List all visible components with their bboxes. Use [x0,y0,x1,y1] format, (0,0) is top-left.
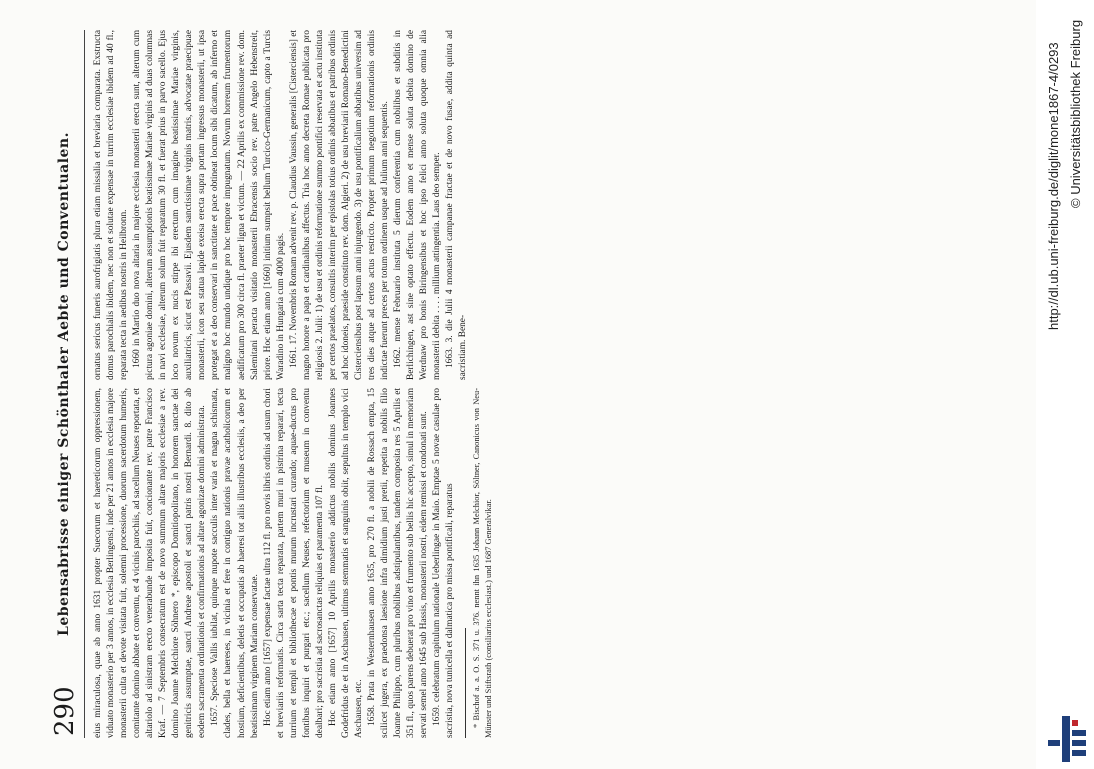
footnote-text: * Bischof a. a. O. S. 371 u. 376. nennt ihn 1635 Johann Melchior, Söltner, Canonicus von Neu-Münster und Stiftsrath (consiliarius ecclesiast.) und 1687 Generalvikar. [472,388,493,738]
page-number: 290 [50,686,80,736]
running-title: Lebensabrisse einiger Schönthaler Aebte und Conventualen. [56,132,72,637]
ub-freiburg-logo-icon [1048,716,1088,762]
footnote [471,388,494,738]
left-column [92,388,494,738]
paragraph: Hoc etiam anno [1657] expensae factae ultra 112 fl. pro novis libris ordinis ad usum chori et breviariis reformatis. Circa sarta tecta reparata, partem muri in pistrina reparari, tecta turrium et templi et bibliothecae et pontis murum incrustari curando; aquae-ductus pro fontibus inquiri et purgari etc.; sacellum Neuses, refectorium et museum in conventu dealbari; pro sacristia ad sacrosanctas reliquias et paramenta 107 fl. [262,388,325,738]
paragraph: 1660 in Martio duo nova altaria in majore ecclesia monasterii erecta sunt, alterum cum pictura agoniae domini, alterum assumptionis beatissimae Mariae virginis ad duas columnas in navi ecclesiae, alterum solum fuit reparatum 30 fl. et fuerat prius in parvo sacello. Ejus loco novum ex nucis stirpe ibi erectum cum imagine beatissimae Mariae virginis, auxiliatricis, sicut est Passavii. Ejusdem sanctissimae virginis matris, advocatae praecipuae monasterii, icon seu statua lapide exeisa erecta supra portam ingressus monasterii, ut ipsa protegat et a deo conservari in sanctitate et pace obtineat locum sibi dicatum, ab inferno et maligno hoc mundo undique pro hoc tempore impugnatum. Novum horreum frumentorum aedificatum pro 300 circa fl. praeter ligna et victum. — 22 Aprilis ex commissione rev. dom. Salemitani peracta visitatio monasterii Ebracensis socio rev. patre Angelo Hebenstreit, priore. Hoc etiam anno [1660] initium sumpsit bellum Turcico-Germanicum, capto a Turcis Waradino in Hungaria cum 4000 pagis. [132,30,286,380]
paragraph: eius miraculosa, quae ab anno 1631 propter Suecorum et haereticorum oppressionem, viduato monasterio per 3 annos, in ecclesia Berlingensi, inde per 21 annos in ecclesia majore monasterii culta et devote visitata fuit, solemni processione, duorum sacerdotum humeris, comitante domino abbate et conventu, et 4 vicinis parochiis, ad sacellum Neuses reportata, et altariolo ad sinistram erecto venerabunde imposita fuit, concionante rev. patre Francisco Kraf. — 7 Septembris consecratum est de novo summum altare majoris ecclesiae a rev. domino Joanne Melchiore Söhnero *, episcopo Domitiopolitano, in honorem sanctae dei genitricis assumptae, sancti Andreae apostoli et sancti patris nostri Bernardi. 8. dito ab eodem sacramenta ordinationis et confirmationis ad altare agonizae domini administrata. [93,388,208,738]
paragraph: 1662. mense Februario instituta 5 dierum conferentia cum nobilibus et subditis in Berlichingen, ast sine optato effectu. Eodem anno et mense soluta debita domino de Werdnaw pro bonis Biringensibus et hoc ipso felici anno soluta quoque omnia alia monasterii debita . . . . millium attingentia. Laus deo semper. [393,30,443,380]
paragraph: 1657. Speciose Vallis iubilat, quinque nupote sacculis inter varia et magna schismata, clades, bella et haereses, in vicinia et fere in contiguo nationis pravae acatholicorum et hostium, deficientibus, deletis et occupatis ab haeresi tot aliis illustribus ecclesiis, a deo per beatissimam virginem Mariam conservatae. [210,388,260,738]
permalink-url[interactable]: http://dl.ub.uni-freiburg.de/diglit/mone1867-4/0293 [1046,42,1061,330]
paragraph: 1658. Prata in Westernhausen anno 1635, pro 270 fl. a nobili de Rossach empta, 15 scilicet jugera, ex praedonsa laesione infra dimidium justi pretii, repetita a nobilis filio Joanne Philippo, cum pluribus nobilibus adstipulantibus, tandem composita res 5 Aprilis et 351 fl., quos parens debuerat pro vino et frumento sub bellis hic accepto, simul in memoriam servati semel anno 1645 sub Hassis, monasterii nostri, eidem remissi et condonati sunt. [366,388,430,738]
page-header [48,30,85,738]
paragraph: Hoc etiam anno [1657] 10 Aprilis monasterio addictus nobilis dominus Joannes Godefridus de et in Aschausen, ultimus stemmatis et sanguinis obiit, sepultus in templo vici Aschausen, etc. [327,388,364,738]
copyright-notice: © Universitätsbibliothek Freiburg [1068,19,1083,208]
sidebar-strip [1036,0,1094,769]
footnote-divider [465,628,466,738]
rotated-page-content [38,14,998,754]
right-column [92,30,470,380]
paragraph: 1661. 17. Novembris Romam advenit rev. p. Claudius Vaussin, generalis [Cisterciensis] et magno honore a papa et cardinalibus affectus. Tria hoc anno decreta Romae publicata pro religiosis 2. Julii: 1) de usu et ordinis reformatione summo pontifici reservata et actu instituta per certos praelatos, consultis interim per epistolas totius ordinis abbatibus et patribus ordinis ad hoc idoneis, praeside constituto rev. dom. Algieri. 2) de usu breviarii Romano-Benedictini Cisterciensibus post lapsum anni injungendo. 3) de usu pontificalium abbatibus universim ad tres dies atque ad certos actus restricto. Propter primum negotium reformationis ordinis indictae fuerunt preces per totum ordinem usque ad Julium anni sequentis. [288,30,391,380]
paragraph: ornatus sericus funeris aurofrigiatis plura etiam missalia et breviaria comparata. Exstructa domus parochialis ibidem, nec non et solutae expensae in turrim ecclesiae ibidem ad 40 fl., reparata tecta in aedibus nostris in Heilbronn. [93,30,130,380]
paragraph: 1659. celebratum capitulum nationale Ueberlingae in Maio. Emptae 5 novae casulae pro sacristia, nova tunicella et dalmatica pro missa pontificali, reparatus [432,388,456,738]
paragraph: 1663. 3. die Julii 4 monasterii campanae fractae et de novo fusae, addita quinta ad sacristiam. Bene- [445,30,469,380]
